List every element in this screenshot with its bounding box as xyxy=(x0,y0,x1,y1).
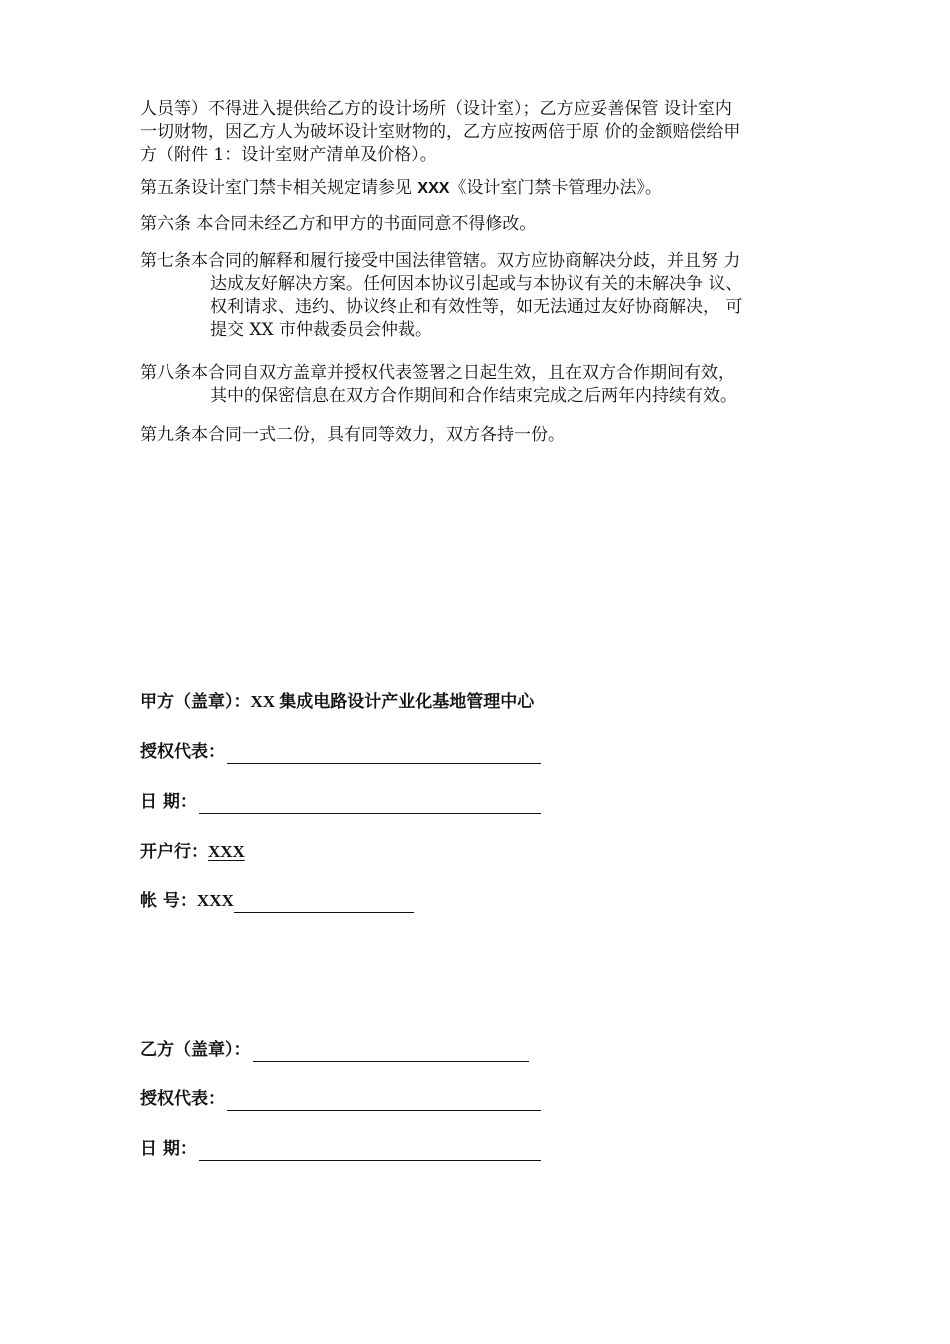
clause-5-code: XXX xyxy=(417,180,450,197)
clause-8-line-1: 第八条本合同自双方盖章并授权代表签署之日起生效，且在双方合作期间有效， xyxy=(140,363,735,383)
party-b-rep-row xyxy=(140,1087,541,1111)
clause-5-prefix: 第五条设计室门禁卡相关规定请参见 xyxy=(140,178,418,198)
clause-7-line-3: 权利请求、违约、协议终止和有效性等，如无法通过友好协商解决， 可 xyxy=(210,297,743,317)
party-b-seal-row xyxy=(140,1038,529,1062)
party-b-date-label: 日 期： xyxy=(140,1139,197,1159)
clause-7-line-2: 达成友好解决方案。任何因本协议引起或与本协议有关的未解决争 议、 xyxy=(210,274,743,294)
party-a-account-line[interactable] xyxy=(234,892,414,913)
clause-4-continuation xyxy=(140,98,830,167)
party-a-bank-row xyxy=(140,840,245,864)
clause-7-line-1: 第七条本合同的解释和履行接受中国法律管辖。双方应协商解决分歧，并且努 力 xyxy=(140,251,741,271)
party-a-account-row xyxy=(140,889,414,913)
party-b-date-line[interactable] xyxy=(199,1140,541,1161)
clause-9 xyxy=(140,424,830,447)
party-a-bank-value: XXX xyxy=(208,842,245,861)
party-a-seal-row xyxy=(140,690,534,714)
clause-5 xyxy=(140,177,830,200)
clause-7 xyxy=(140,250,900,342)
party-a-name: XX 集成电路设计产业化基地管理中心 xyxy=(250,692,535,711)
clause-4-line-3: 方（附件 1：设计室财产清单及价格）。 xyxy=(140,145,437,165)
clause-9-text: 第九条本合同一式二份，具有同等效力，双方各持一份。 xyxy=(140,425,565,445)
party-b-rep-signature-line[interactable] xyxy=(227,1090,541,1111)
clause-6-text: 第六条 本合同未经乙方和甲方的书面同意不得修改。 xyxy=(140,214,537,234)
party-a-account-value: XXX xyxy=(196,891,234,910)
party-b-rep-label: 授权代表： xyxy=(140,1089,225,1109)
party-a-seal-label: 甲方（盖章）： xyxy=(140,692,251,712)
clause-5-suffix: 《设计室门禁卡管理办法》。 xyxy=(449,178,662,198)
clause-6 xyxy=(140,213,830,236)
party-a-rep-label: 授权代表： xyxy=(140,742,225,762)
clause-8-line-2: 其中的保密信息在双方合作期间和合作结束完成之后两年内持续有效。 xyxy=(210,386,737,406)
party-b-seal-label: 乙方（盖章）： xyxy=(140,1040,251,1060)
clause-4-line-1: 人员等）不得进入提供给乙方的设计场所（设计室）；乙方应妥善保管 设计室内 xyxy=(140,99,732,119)
party-a-date-label: 日 期： xyxy=(140,792,197,812)
party-a-rep-row xyxy=(140,740,541,764)
party-a-date-line[interactable] xyxy=(199,793,541,814)
party-a-date-row xyxy=(140,790,541,814)
party-b-seal-line[interactable] xyxy=(253,1041,529,1062)
party-a-bank-label: 开户行： xyxy=(140,842,208,862)
clause-7-line-4: 提交 XX 市仲裁委员会仲裁。 xyxy=(210,320,433,340)
party-b-date-row xyxy=(140,1137,541,1161)
party-a-rep-signature-line[interactable] xyxy=(227,743,541,764)
clause-8 xyxy=(140,362,900,408)
party-a-account-label: 帐 号： xyxy=(140,891,197,911)
clause-4-line-2: 一切财物，因乙方人为破坏设计室财物的，乙方应按两倍于原 价的金额赔偿给甲 xyxy=(140,122,741,142)
